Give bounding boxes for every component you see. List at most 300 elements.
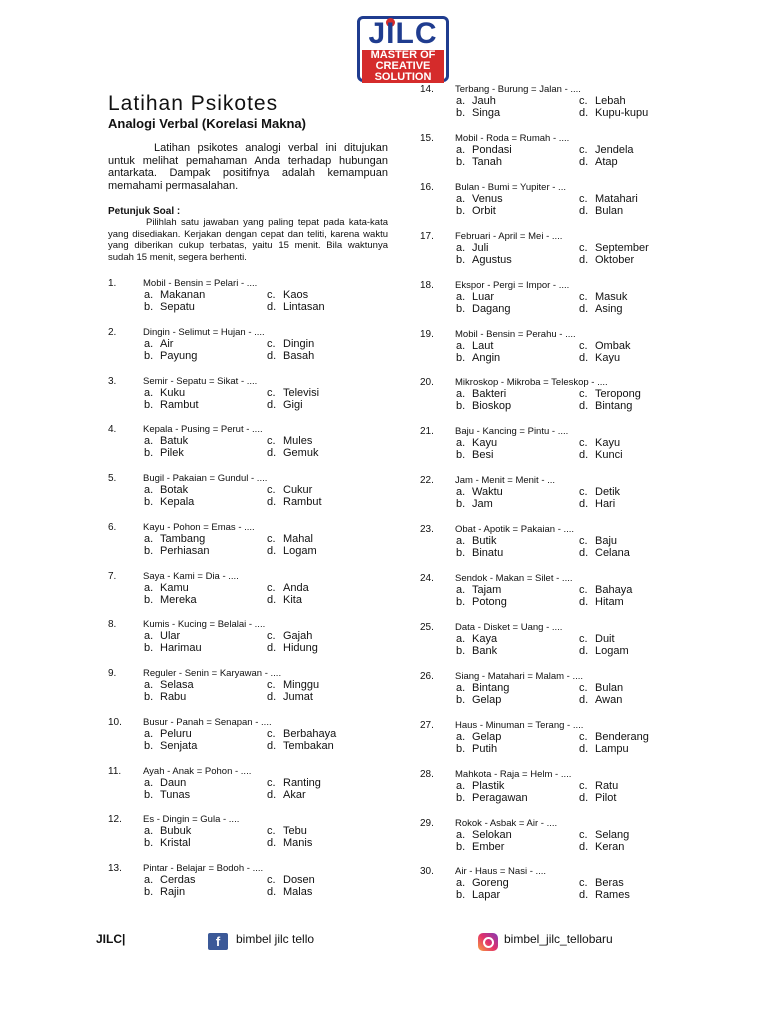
option-text: Matahari	[595, 192, 638, 205]
option-text: Dosen	[283, 874, 315, 886]
answer-option-c	[579, 340, 630, 352]
option-letter: c.	[267, 484, 276, 496]
question-item	[420, 231, 750, 271]
option-letter: b.	[456, 400, 466, 413]
answer-option-b	[144, 447, 184, 459]
option-text: Rames	[595, 889, 630, 902]
answer-option-b	[144, 545, 210, 557]
option-text: Kamu	[160, 581, 189, 594]
option-text: Bahaya	[595, 584, 633, 596]
option-letter: d.	[267, 739, 277, 752]
option-letter: b.	[456, 742, 466, 755]
answer-option-a	[144, 289, 205, 301]
option-text: Ratu	[595, 779, 619, 792]
answer-option-c	[579, 242, 649, 254]
question-stem: Es - Dingin = Gula - ....	[143, 814, 240, 826]
option-text: Venus	[472, 192, 503, 205]
question-item	[420, 524, 750, 564]
question-stem: Februari - April = Mei - ....	[455, 230, 563, 242]
option-text: Selasa	[160, 679, 194, 691]
option-letter: c.	[579, 828, 588, 841]
option-letter: c.	[267, 532, 276, 545]
answer-option-d	[267, 496, 322, 508]
answer-option-c	[267, 289, 308, 301]
question-item	[420, 573, 750, 613]
answer-option-d	[267, 301, 325, 313]
option-letter: c.	[579, 192, 588, 205]
option-letter: c.	[267, 825, 276, 838]
option-text: Binatu	[472, 547, 504, 560]
question-number: 29.	[420, 817, 434, 829]
answer-option-b	[144, 350, 197, 362]
option-text: Logam	[595, 644, 629, 657]
question-number: 27.	[420, 719, 434, 731]
question-item	[420, 818, 750, 858]
option-letter: b.	[144, 886, 154, 898]
question-item	[420, 426, 750, 466]
question-number: 26.	[420, 670, 434, 682]
option-text: Gajah	[283, 630, 313, 643]
question-item	[420, 84, 750, 124]
option-text: Hidung	[283, 642, 318, 655]
question-item	[420, 720, 750, 760]
option-text: Mereka	[160, 593, 197, 606]
answer-option-b	[456, 205, 496, 217]
option-text: Jauh	[472, 95, 496, 107]
option-text: Waktu	[472, 486, 503, 499]
option-text: Ranting	[283, 776, 321, 789]
question-stem: Reguler - Senin = Karyawan - ....	[143, 668, 282, 679]
question-number: 24.	[420, 573, 434, 584]
question-stem: Bugil - Pakaian = Gundul - ....	[143, 473, 268, 484]
answer-option-b	[456, 400, 511, 412]
option-text: Logam	[283, 544, 317, 557]
answer-option-c	[267, 582, 309, 594]
question-stem: Ekspor - Pergi = Impor - ....	[455, 279, 570, 291]
option-text: Kita	[283, 593, 302, 606]
answer-option-b	[456, 352, 500, 364]
option-letter: a.	[456, 192, 466, 205]
answer-option-c	[579, 291, 627, 303]
option-letter: a.	[144, 532, 154, 545]
answer-option-b	[456, 694, 501, 706]
option-text: Awan	[595, 693, 623, 706]
answer-option-c	[267, 533, 313, 545]
option-letter: a.	[144, 630, 154, 643]
question-item	[108, 376, 398, 416]
option-letter: b.	[456, 596, 466, 608]
option-text: Agustus	[472, 253, 512, 266]
answer-option-b	[456, 449, 493, 461]
answer-option-a	[456, 829, 512, 841]
option-letter: b.	[144, 739, 154, 752]
option-letter: a.	[456, 388, 466, 401]
option-letter: c.	[267, 679, 276, 691]
question-number: 17.	[420, 230, 434, 242]
question-item	[420, 769, 750, 809]
question-item	[108, 814, 398, 854]
question-number: 23.	[420, 524, 434, 536]
question-item	[420, 671, 750, 711]
question-stem: Saya - Kami = Dia - ....	[143, 570, 239, 582]
answer-option-d	[267, 350, 314, 362]
option-text: Akar	[283, 788, 306, 801]
option-text: Lampu	[595, 742, 629, 755]
option-text: Lapar	[472, 889, 501, 902]
instructions-heading: Petunjuk Soal :	[108, 206, 181, 217]
question-stem: Mahkota - Raja = Helm - ....	[455, 768, 572, 780]
option-text: Daun	[160, 776, 187, 789]
question-item	[420, 475, 750, 515]
option-letter: a.	[456, 95, 466, 107]
answer-option-c	[579, 388, 641, 400]
option-letter: b.	[144, 301, 154, 313]
answer-option-a	[456, 486, 503, 498]
option-text: Ombak	[595, 339, 631, 352]
answer-option-b	[144, 642, 202, 654]
facebook-icon: f	[208, 933, 228, 950]
option-text: Angin	[472, 351, 501, 364]
option-letter: c.	[579, 681, 588, 694]
question-number: 21.	[420, 426, 434, 438]
answer-option-d	[579, 107, 648, 119]
option-text: Selokan	[472, 828, 512, 841]
option-letter: c.	[267, 776, 276, 789]
answer-option-c	[579, 633, 615, 645]
option-letter: a.	[144, 484, 154, 496]
answer-option-a	[456, 584, 501, 596]
option-letter: d.	[267, 544, 277, 557]
answer-option-c	[267, 484, 312, 496]
option-text: Tanah	[472, 155, 502, 168]
option-text: Pondasi	[472, 143, 512, 156]
answer-option-c	[579, 193, 638, 205]
option-text: Kayu	[595, 437, 621, 450]
option-text: Lebah	[595, 95, 626, 107]
option-text: Plastik	[472, 779, 505, 792]
option-letter: d.	[579, 498, 589, 511]
option-letter: a.	[144, 825, 154, 838]
answer-option-a	[144, 728, 192, 740]
answer-option-c	[267, 630, 312, 642]
answer-option-a	[456, 633, 497, 645]
answer-option-d	[267, 545, 317, 557]
answer-option-a	[456, 731, 501, 743]
answer-option-c	[579, 486, 620, 498]
answer-option-a	[144, 582, 189, 594]
answer-option-c	[267, 679, 319, 691]
option-letter: d.	[579, 351, 589, 364]
option-text: Juli	[472, 241, 489, 254]
answer-option-d	[267, 594, 302, 606]
option-text: Selang	[595, 828, 630, 841]
option-letter: b.	[456, 155, 466, 168]
option-letter: a.	[456, 828, 466, 841]
option-letter: c.	[579, 535, 588, 548]
answer-option-d	[579, 156, 618, 168]
question-item	[108, 668, 398, 708]
question-stem: Air - Haus = Nasi - ....	[455, 866, 547, 878]
option-text: Tunas	[160, 788, 191, 801]
option-text: Atap	[595, 155, 618, 168]
answer-option-d	[267, 399, 303, 411]
answer-option-a	[456, 193, 503, 205]
option-text: Dingin	[283, 337, 315, 350]
option-text: Rabu	[160, 691, 187, 703]
option-text: Tajam	[472, 584, 502, 596]
answer-option-a	[144, 874, 195, 886]
option-letter: b.	[456, 107, 466, 119]
question-stem: Haus - Minuman = Terang - ....	[455, 719, 584, 731]
question-stem: Sendok - Makan = Silet - ....	[455, 573, 573, 584]
question-stem: Siang - Matahari = Malam - ....	[455, 670, 584, 682]
option-text: Cukur	[283, 484, 313, 496]
question-stem: Ayah - Anak = Pohon - ....	[143, 765, 252, 777]
answer-option-b	[456, 596, 507, 608]
instructions-paragraph: Pilihlah satu jawaban yang paling tepat pada kata-kata yang disediakan. Kerjakan dengan cepat dan teliti, karena waktu yang diberikan cukup terbatas, yaitu 15 menit. Bila waktunya sudah 15 menit, segera berhenti.	[108, 217, 388, 263]
question-number: 18.	[420, 279, 434, 291]
question-stem: Pintar - Belajar = Bodoh - ....	[143, 863, 264, 874]
answer-option-d	[267, 886, 312, 898]
answer-option-d	[579, 596, 624, 608]
question-stem: Kayu - Pohon = Emas - ....	[143, 521, 255, 533]
option-letter: d.	[579, 547, 589, 560]
answer-option-d	[267, 789, 306, 801]
option-text: Jam	[472, 498, 493, 511]
answer-option-d	[579, 400, 632, 412]
option-letter: c.	[267, 337, 276, 350]
question-item	[108, 278, 398, 318]
option-text: Malas	[283, 886, 313, 898]
option-letter: a.	[144, 581, 154, 594]
answer-option-c	[267, 825, 307, 837]
option-text: Bioskop	[472, 400, 512, 413]
option-letter: a.	[456, 437, 466, 450]
option-text: Bintang	[472, 681, 510, 694]
answer-option-c	[267, 435, 312, 447]
option-text: Kuku	[160, 386, 186, 399]
answer-option-d	[579, 889, 630, 901]
answer-option-b	[144, 837, 191, 849]
option-text: Rajin	[160, 886, 186, 898]
option-text: Makanan	[160, 289, 206, 301]
question-number: 14.	[420, 84, 434, 95]
question-number: 11.	[108, 765, 122, 777]
answer-option-a	[456, 388, 506, 400]
question-number: 12.	[108, 814, 122, 826]
option-text: Cerdas	[160, 874, 196, 886]
option-letter: a.	[456, 290, 466, 303]
question-item	[108, 619, 398, 659]
option-letter: b.	[144, 496, 154, 508]
answer-option-c	[579, 144, 634, 156]
option-letter: d.	[579, 302, 589, 315]
option-letter: c.	[579, 241, 588, 254]
question-number: 1.	[108, 278, 117, 289]
option-text: Putih	[472, 742, 498, 755]
answer-option-a	[456, 291, 494, 303]
option-letter: c.	[579, 143, 588, 156]
logo-line1: MASTER OF	[362, 50, 444, 61]
option-text: Kupu-kupu	[595, 107, 649, 119]
option-letter: d.	[579, 596, 589, 608]
option-letter: d.	[267, 398, 277, 411]
question-item	[108, 571, 398, 611]
page-title: Latihan Psikotes	[108, 92, 279, 115]
question-item	[420, 133, 750, 173]
answer-option-d	[267, 837, 312, 849]
answer-option-a	[144, 679, 194, 691]
option-letter: b.	[456, 547, 466, 560]
answer-option-b	[144, 886, 185, 898]
option-letter: c.	[579, 486, 588, 499]
answer-option-a	[456, 340, 493, 352]
option-letter: a.	[456, 535, 466, 548]
option-letter: a.	[456, 877, 466, 890]
option-text: Singa	[472, 107, 501, 119]
option-letter: d.	[579, 253, 589, 266]
option-letter: d.	[267, 496, 277, 508]
option-text: Manis	[283, 837, 313, 850]
answer-option-b	[456, 303, 511, 315]
option-text: Ular	[160, 630, 181, 643]
option-letter: c.	[579, 339, 588, 352]
option-letter: a.	[144, 679, 154, 691]
answer-option-b	[144, 399, 199, 411]
answer-option-a	[456, 682, 509, 694]
option-text: Gelap	[472, 693, 502, 706]
question-number: 8.	[108, 619, 117, 631]
option-letter: d.	[267, 301, 277, 313]
option-letter: a.	[456, 632, 466, 645]
option-text: Minggu	[283, 679, 320, 691]
answer-option-a	[144, 435, 188, 447]
question-number: 30.	[420, 866, 434, 878]
question-number: 13.	[108, 863, 122, 874]
option-letter: a.	[144, 727, 154, 740]
option-text: Butik	[472, 535, 497, 548]
option-letter: d.	[267, 349, 277, 362]
option-letter: c.	[579, 290, 588, 303]
option-letter: d.	[267, 837, 277, 850]
question-stem: Data - Disket = Uang - ....	[455, 621, 563, 633]
question-item	[108, 424, 398, 464]
option-text: Berbahaya	[283, 727, 337, 740]
option-letter: d.	[579, 400, 589, 413]
option-letter: a.	[144, 386, 154, 399]
option-letter: c.	[267, 386, 276, 399]
answer-option-c	[267, 338, 314, 350]
facebook-handle: bimbel jilc tello	[236, 932, 315, 946]
option-letter: d.	[267, 447, 277, 460]
option-text: Anda	[283, 581, 309, 594]
option-text: Rambut	[160, 398, 199, 411]
option-text: Baju	[595, 535, 618, 548]
answer-option-c	[267, 874, 315, 886]
option-text: Jendela	[595, 143, 634, 156]
question-number: 3.	[108, 375, 117, 387]
option-text: Mahal	[283, 532, 313, 545]
option-text: Tebu	[283, 825, 307, 838]
option-text: Kristal	[160, 837, 191, 850]
option-letter: b.	[456, 351, 466, 364]
answer-option-b	[144, 740, 197, 752]
option-letter: c.	[579, 95, 588, 107]
option-text: Bulan	[595, 681, 624, 694]
answer-option-a	[144, 484, 188, 496]
option-text: Bintang	[595, 400, 633, 413]
answer-option-a	[456, 780, 504, 792]
answer-option-b	[456, 645, 497, 657]
instagram-handle: bimbel_jilc_tellobaru	[504, 932, 613, 946]
question-item	[420, 866, 750, 906]
question-number: 2.	[108, 326, 117, 338]
question-stem: Mobil - Roda = Rumah - ....	[455, 132, 570, 144]
option-text: Kayu	[472, 437, 498, 450]
question-item	[420, 377, 750, 417]
option-letter: b.	[144, 544, 154, 557]
option-letter: d.	[267, 886, 277, 898]
option-letter: b.	[456, 840, 466, 853]
option-letter: a.	[456, 584, 466, 596]
answer-option-c	[579, 437, 620, 449]
option-text: Sepatu	[160, 301, 195, 313]
option-letter: b.	[456, 302, 466, 315]
option-text: Bubuk	[160, 825, 192, 838]
logo-line3: SOLUTION	[362, 72, 444, 83]
option-letter: d.	[579, 693, 589, 706]
option-text: September	[595, 241, 649, 254]
option-text: Gelap	[472, 730, 502, 743]
option-letter: b.	[144, 398, 154, 411]
question-stem: Bulan - Bumi = Yupiter - ...	[455, 181, 566, 193]
option-text: Bakteri	[472, 388, 507, 401]
option-letter: b.	[456, 644, 466, 657]
option-letter: b.	[144, 691, 154, 703]
option-text: Batuk	[160, 435, 189, 448]
option-letter: a.	[144, 776, 154, 789]
answer-option-d	[267, 740, 334, 752]
option-text: Duit	[595, 632, 615, 645]
option-letter: b.	[456, 693, 466, 706]
option-text: Dagang	[472, 302, 511, 315]
option-text: Beras	[595, 877, 624, 890]
option-letter: a.	[456, 486, 466, 499]
option-letter: b.	[144, 837, 154, 850]
question-item	[108, 327, 398, 367]
option-letter: d.	[267, 691, 277, 703]
option-letter: c.	[267, 874, 276, 886]
option-letter: d.	[579, 155, 589, 168]
option-letter: d.	[579, 204, 589, 217]
option-letter: a.	[456, 241, 466, 254]
answer-option-d	[579, 547, 630, 559]
option-letter: c.	[579, 730, 588, 743]
option-letter: a.	[456, 143, 466, 156]
answer-option-b	[456, 156, 502, 168]
option-letter: a.	[144, 435, 154, 448]
footer-brand: JILC|	[96, 932, 126, 946]
option-letter: d.	[267, 593, 277, 606]
answer-option-d	[579, 841, 624, 853]
option-letter: c.	[579, 632, 588, 645]
answer-option-c	[267, 387, 319, 399]
question-number: 20.	[420, 377, 434, 389]
question-item	[420, 329, 750, 369]
answer-option-b	[456, 743, 497, 755]
question-number: 6.	[108, 521, 117, 533]
option-letter: a.	[144, 874, 154, 886]
